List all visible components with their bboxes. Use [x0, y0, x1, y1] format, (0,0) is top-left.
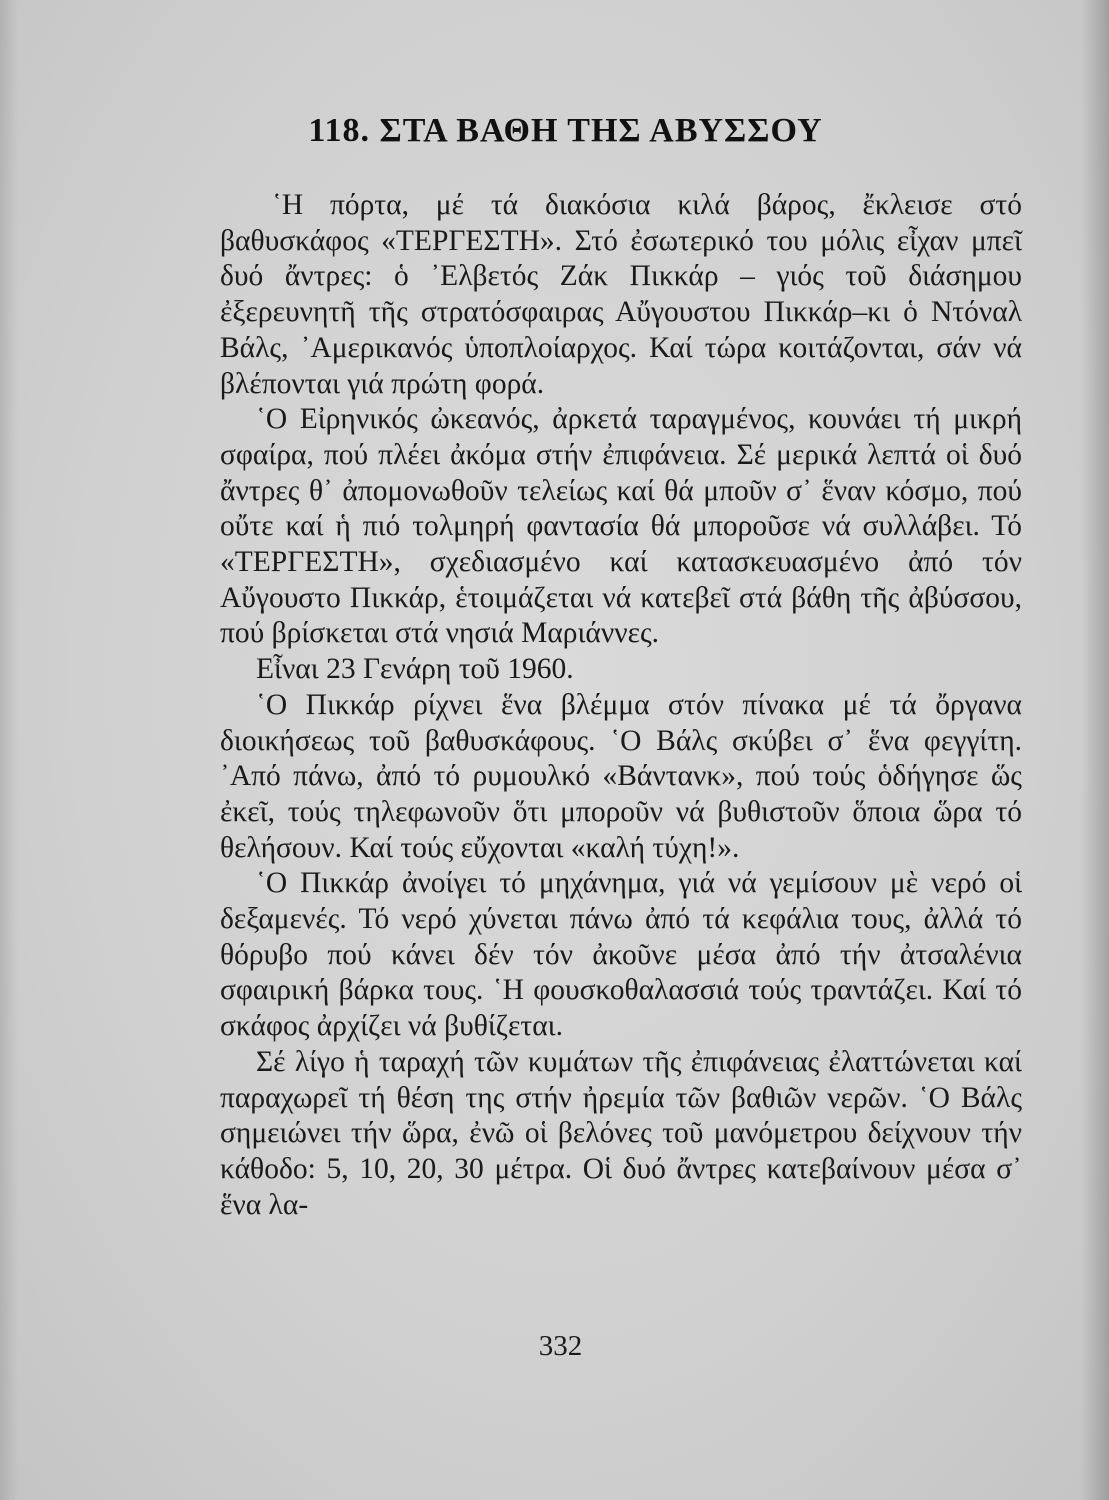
paragraph: ῾Ο Πικκάρ ἀνοίγει τό μηχάνημα, γιά νά γεμίσουν μὲ νερό οἱ δεξαμενές. Τό νερό χύνεται πάνω ἀπό τά κεφάλια τους, ἀλλά τό θόρυβο πού κάνει δέν τόν ἀκοῦνε μέσα ἀπό τήν ἀτσαλένια σφαιρική βάρκα τους. ῾Η φουσκοθαλασσιά τούς τραντάζει. Καί τό σκάφος ἀρχίζει νά βυθίζεται. — [220, 867, 1022, 1043]
chapter-title: 118. ΣΤΑ ΒΑΘΗ ΤΗΣ ΑΒΥΣΣΟΥ — [308, 112, 823, 149]
paragraph: ῾Ο Πικκάρ ρίχνει ἕνα βλέμμα στόν πίνακα μέ τά ὄργανα διοικήσεως τοῦ βαθυσκάφους. ῾Ο Βάλς σκύβει σ᾿ ἕνα φεγγίτη. ᾿Από πάνω, ἀπό τό ρυμουλκό «Βάντανκ», πού τούς ὁδήγησε ὥς ἐκεῖ, τούς τηλεφωνοῦν ὅτι μποροῦν νά βυθιστοῦν ὅποια ὥρα τό θελήσουν. Καί τούς εὔχονται «καλή τύχη!». — [220, 688, 1022, 864]
page-edge-shadow-left — [0, 0, 18, 1500]
chapter-body — [220, 188, 1022, 1223]
page-edge-shadow-right — [1081, 0, 1109, 1500]
paragraph: Σέ λίγο ἡ ταραχή τῶν κυμάτων τῆς ἐπιφάνειας ἐλαττώνεται καί παραχωρεῖ τή θέση της στήν ἠρεμία τῶν βαθιῶν νερῶν. ῾Ο Βάλς σημειώνει τήν ὥρα, ἐνῶ οἱ βελόνες τοῦ μανόμετρου δείχνουν τήν κάθοδο: 5, 10, 20, 30 μέτρα. Οἱ δυό ἄντρες κατεβαίνουν μέσα σ᾿ ἕνα λα- — [220, 1045, 1022, 1221]
page-number: 332 — [538, 1330, 583, 1362]
paragraph: Εἶναι 23 Γενάρη τοῦ 1960. — [256, 653, 574, 686]
paragraph: ῾Η πόρτα, μέ τά διακόσια κιλά βάρος, ἔκλεισε στό βαθυσκάφος «ΤΕΡΓΕΣΤΗ». Στό ἐσωτερικό του μόλις εἶχαν μπεῖ δυό ἄντρες: ὁ ᾿Ελβετός Ζάκ Πικκάρ – γιός τοῦ διάσημου ἐξερευνητῆ τῆς στρατόσφαιρας Αὔγουστου Πικκάρ–κι ὁ Ντόναλ Βάλς, ᾿Αμερικανός ὑποπλοίαρχος. Καί τώρα κοιτάζονται, σάν νά βλέπονται γιά πρώτη φορά. — [220, 189, 1022, 400]
paragraph: ῾Ο Εἰρηνικός ὠκεανός, ἀρκετά ταραγμένος, κουνάει τή μικρή σφαίρα, πού πλέει ἀκόμα στήν ἐπιφάνεια. Σέ μερικά λεπτά οἱ δυό ἄντρες θ᾿ ἀπομονωθοῦν τελείως καί θά μποῦν σ᾿ ἕναν κόσμο, πού οὔτε καί ἡ πιό τολμηρή φαντασία θά μποροῦσε νά συλλάβει. Τό «ΤΕΡΓΕΣΤΗ», σχεδιασμένο καί κατασκευασμένο ἀπό τόν Αὔγουστο Πικκάρ, ἑτοιμάζεται νά κατεβεῖ στά βάθη τῆς ἀβύσσου, πού βρίσκεται στά νησιά Μαριάννες. — [220, 403, 1022, 650]
